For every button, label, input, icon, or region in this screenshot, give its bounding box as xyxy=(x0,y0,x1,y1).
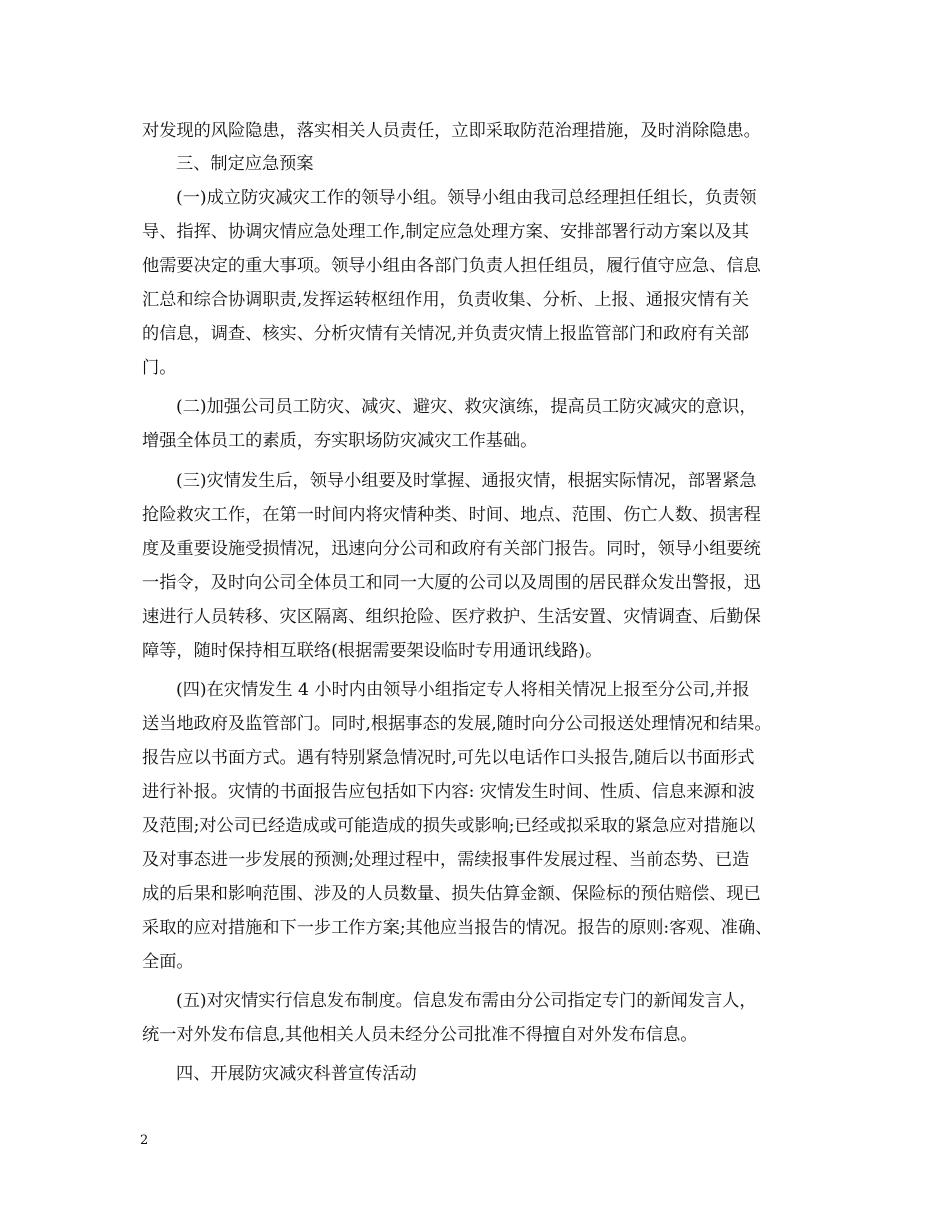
text-line: 报告应以书面方式。遇有特别紧急情况时,可先以电话作口头报告,随后以书面形式 xyxy=(142,748,755,768)
text-line: (四)在灾情发生 4 小时内由领导小组指定专人将相关情况上报至分公司,并报 xyxy=(176,680,750,700)
text-line: 的信息，调查、核实、分析灾情有关情况,并负责灾情上报监管部门和政府有关部 xyxy=(142,324,750,344)
text-line: 他需要决定的重大事项。领导小组由各部门负责人担任组员，履行值守应急、信息 xyxy=(142,256,761,276)
text-line: 障等，随时保持相互联络(根据需要架设临时专用通讯线路)。 xyxy=(142,641,603,661)
text-line: 成的后果和影响范围、涉及的人员数量、损失估算金额、保险标的预估赔偿、现已 xyxy=(142,884,761,904)
text-line: (三)灾情发生后，领导小组要及时掌握、通报灾情，根据实际情况，部署紧急 xyxy=(176,471,757,491)
text-line: (一)成立防灾减灾工作的领导小组。领导小组由我司总经理担任组长，负责领 xyxy=(176,188,757,208)
text-line: 增强全体员工的素质，夯实职场防灾减灾工作基础。 xyxy=(142,431,538,451)
text-line: 进行补报。灾情的书面报告应包括如下内容: 灾情发生时间、性质、信息来源和波 xyxy=(142,782,755,802)
text-line: 统一对外发布信息,其他相关人员未经分公司批准不得擅自对外发布信息。 xyxy=(142,1025,698,1045)
text-line: (二)加强公司员工防灾、减灾、避灾、救灾演练，提高员工防灾减灾的意识， xyxy=(176,397,757,417)
section-heading: 四、开展防灾减灾科普宣传活动 xyxy=(176,1064,417,1084)
text-line: 及范围;对公司已经造成或可能造成的损失或影响;已经或拟采取的紧急应对措施以 xyxy=(142,816,756,836)
section-heading: 三、制定应急预案 xyxy=(176,154,314,174)
text-line: 抢险救灾工作，在第一时间内将灾情种类、时间、地点、范围、伤亡人数、损害程 xyxy=(142,505,761,525)
text-line: 一指令，及时向公司全体员工和同一大厦的公司以及周围的居民群众发出警报，迅 xyxy=(142,573,761,593)
page-number: 2 xyxy=(140,1133,149,1148)
text-line: 导、指挥、协调灾情应急处理工作,制定应急处理方案、安排部署行动方案以及其 xyxy=(142,222,750,242)
text-line: 全面。 xyxy=(142,952,194,972)
text-line: 汇总和综合协调职责,发挥运转枢纽作用，负责收集、分析、上报、通报灾情有关 xyxy=(142,290,750,310)
text-line: (五)对灾情实行信息发布制度。信息发布需由分公司指定专门的新闻发言人， xyxy=(176,991,757,1011)
text-line: 送当地政府及监管部门。同时,根据事态的发展,随时向分公司报送处理情况和结果。 xyxy=(142,714,772,734)
text-line: 对发现的风险隐患，落实相关人员责任，立即采取防范治理措施，及时消除隐患。 xyxy=(142,121,761,141)
text-line: 门。 xyxy=(142,358,177,378)
text-line: 采取的应对措施和下一步工作方案;其他应当报告的情况。报告的原则:客观、准确、 xyxy=(142,918,773,938)
text-line: 及对事态进一步发展的预测;处理过程中，需续报事件发展过程、当前态势、已造 xyxy=(142,850,750,870)
text-line: 度及重要设施受损情况，迅速向分公司和政府有关部门报告。同时，领导小组要统 xyxy=(142,539,761,559)
text-line: 速进行人员转移、灾区隔离、组织抢险、医疗救护、生活安置、灾情调查、后勤保 xyxy=(142,607,761,627)
